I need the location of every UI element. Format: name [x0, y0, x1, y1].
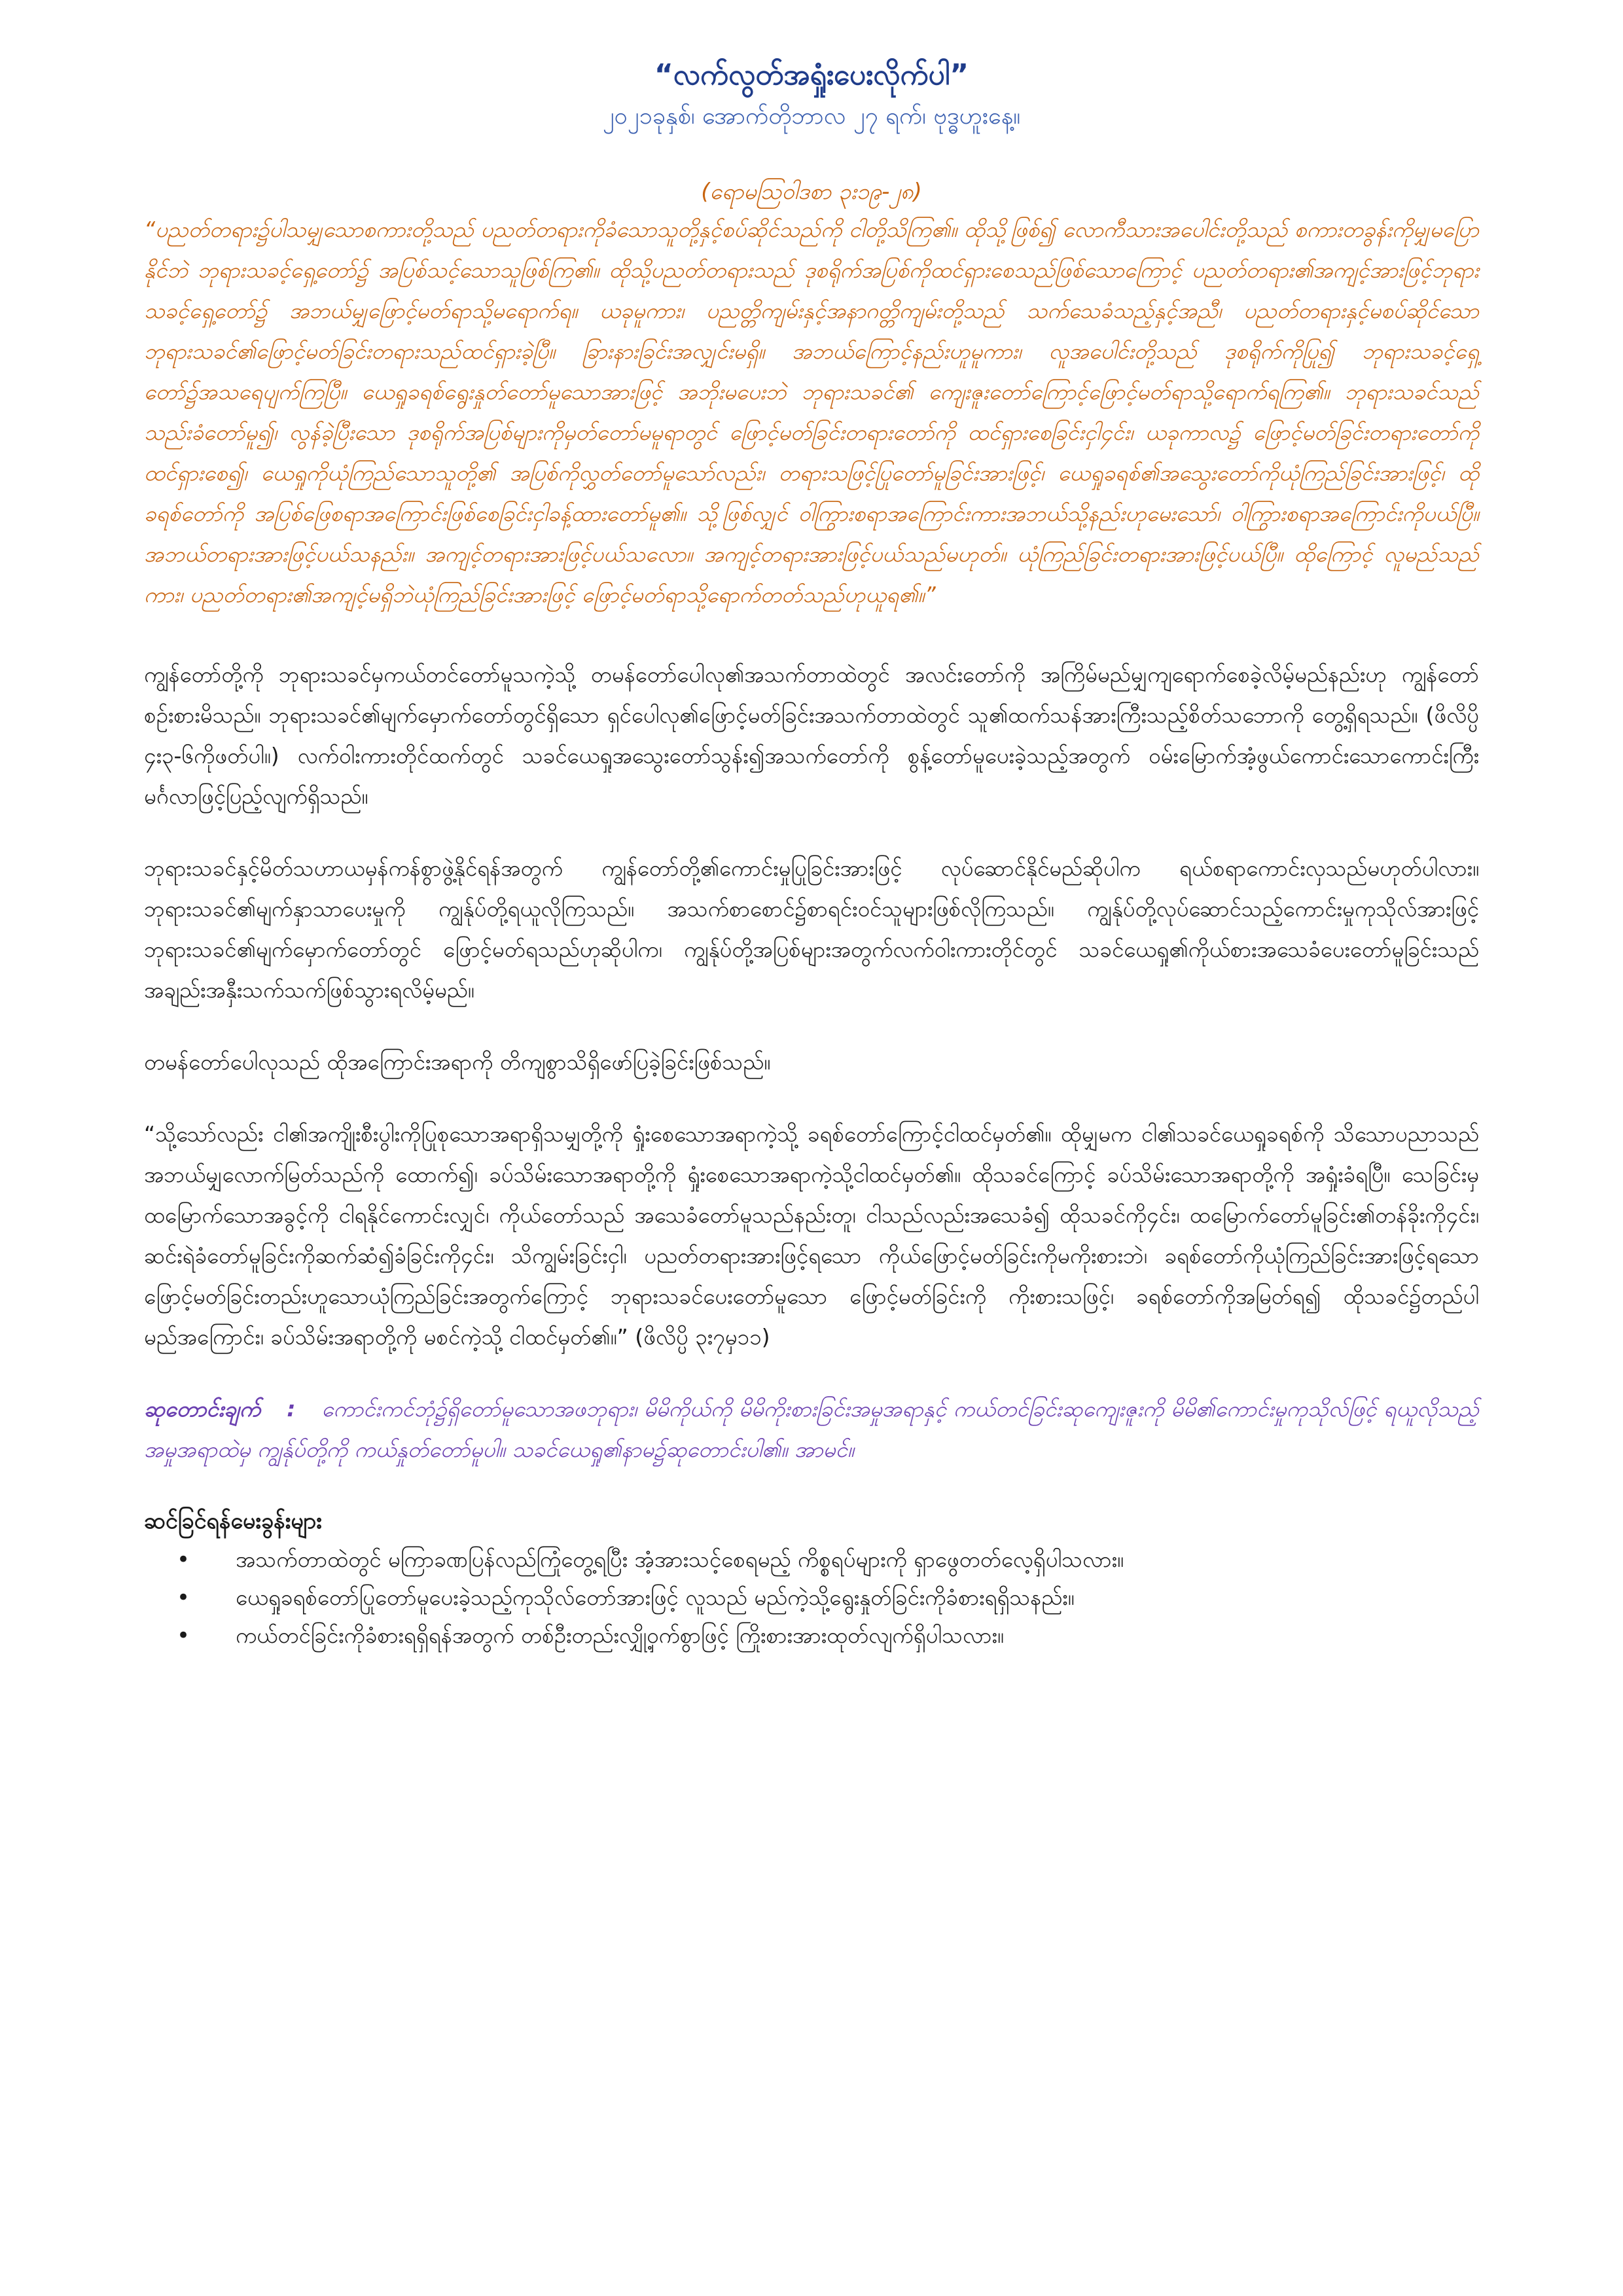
prayer-separator: :: [287, 1396, 296, 1422]
scripture-text: “ပညတ်တရား၌ပါသမျှသောစကားတို့သည် ပညတ်တရားကိုခံသောသူတို့နှင့်စပ်ဆိုင်သည်ကို ငါတို့သိကြ၏။ ထိုသို့ဖြစ်၍ လောကီသားအပေါင်းတို့သည် စကားတခွန်းကိုမျှမပြောနိုင်ဘဲ ဘုရားသခင့်ရှေ့တော်၌ အပြစ်သင့်သောသူဖြစ်ကြ၏။ ထိုသို့ပညတ်တရားသည် ဒုစရိုက်အပြစ်ကိုထင်ရှားစေသည်ဖြစ်သောကြောင့် ပညတ်တရား၏အကျင့်အားဖြင့်ဘုရားသခင့်ရှေ့တော်၌ အဘယ်မျှဖြောင့်မတ်ရာသို့မရောက်ရ။ ယခုမူကား၊ ပညတ္တိကျမ်းနှင့်အနာဂတ္တိကျမ်းတို့သည် သက်သေခံသည့်နှင့်အညီ၊ ပညတ်တရားနှင့်မစပ်ဆိုင်သော ဘုရားသခင်၏ဖြောင့်မတ်ခြင်းတရားသည်ထင်ရှားခဲ့ပြီ။ ခြားနားခြင်းအလျှင်းမရှိ။ အဘယ်ကြောင့်နည်းဟူမူကား၊ လူအပေါင်းတို့သည် ဒုစရိုက်ကိုပြု၍ ဘုရားသခင့်ရှေ့တော်၌အသရေပျက်ကြပြီ။ ယေရှုခရစ်ရွေးနှုတ်တော်မူသောအားဖြင့် အဘိုးမပေးဘဲ ဘုရားသခင်၏ ကျေးဇူးတော်ကြောင့်ဖြောင့်မတ်ရာသို့ရောက်ရကြ၏။ ဘုရားသခင်သည်သည်းခံတော်မူ၍၊ လွန်ခဲ့ပြီးသော ဒုစရိုက်အပြစ်များကိုမှတ်တော်မမူရာတွင် ဖြောင့်မတ်ခြင်းတရားတော်ကို ထင်ရှားစေခြင်းငှါ၄င်း၊ ယခုကာလ၌ ဖြောင့်မတ်ခြင်းတရားတော်ကို ထင်ရှားစေ၍၊ ယေရှုကိုယုံကြည်သောသူတို့၏ အပြစ်ကိုလွှတ်တော်မူသော်လည်း၊ တရားသဖြင့်ပြုတော်မူခြင်းအားဖြင့်၊ ယေရှုခရစ်၏အသွေးတော်ကိုယုံကြည်ခြင်းအားဖြင့်၊ ထိုခရစ်တော်ကို အပြစ်ဖြေစရာအကြောင်းဖြစ်စေခြင်းငှါခန့်ထားတော်မူ၏။ သို့ဖြစ်လျှင် ဝါကြွားစရာအကြောင်းကားအဘယ်သို့နည်းဟုမေးသော်၊ ဝါကြွားစရာအကြောင်းကိုပယ်ပြီ။ အဘယ်တရားအားဖြင့်ပယ်သနည်း။ အကျင့်တရားအားဖြင့်ပယ်သလော။ အကျင့်တရားအားဖြင့်ပယ်သည်မဟုတ်။ ယုံကြည်ခြင်းတရားအားဖြင့်ပယ်ပြီ။ ထိုကြောင့် လူမည်သည်ကား၊ ပညတ်တရား၏အကျင့်မရှိဘဲယုံကြည်ခြင်းအားဖြင့် ဖြောင့်မတ်ရာသို့ရောက်တတ်သည်ဟုယူရ၏။”: [144, 217, 1479, 607]
date-line: ၂၀၂၁ခုနှစ်၊ အောက်တိုဘာလ ၂၇ ရက်၊ ဗုဒ္ဓဟူးနေ့။: [602, 103, 1021, 130]
bullet-icon: •: [177, 1547, 190, 1573]
prayer-label: ဆုတောင်းချက်: [144, 1396, 261, 1422]
list-item: [177, 1579, 1479, 1617]
questions-list: [144, 1541, 1479, 1655]
list-item: [177, 1617, 1479, 1655]
scripture-reference: (ရောမဩဝါဒစာ ၃း၁၉-၂၈): [701, 179, 922, 205]
body-paragraph-4: “သို့သော်လည်း ငါ၏အကျိုးစီးပွါးကိုပြုစုသောအရာရှိသမျှတို့ကို ရှုံးစေသောအရာကဲ့သို့ ခရစ်တော်ကြောင့်ငါထင်မှတ်၏။ ထိုမျှမက ငါ၏သခင်ယေရှုခရစ်ကို သိသောပညာသည်အဘယ်မျှလောက်မြတ်သည်ကို ထောက်၍၊ ခပ်သိမ်းသောအရာတို့ကို ရှုံးစေသောအရာကဲ့သို့ငါထင်မှတ်၏။ ထိုသခင်ကြောင့် ခပ်သိမ်းသောအရာတို့ကို အရှုံးခံရပြီ။ သေခြင်းမှထမြောက်သောအခွင့်ကို ငါရနိုင်ကောင်းလျှင်၊ ကိုယ်တော်သည် အသေခံတော်မူသည်နည်းတူ၊ ငါသည်လည်းအသေခံ၍ ထိုသခင်ကို၄င်း၊ ထမြောက်တော်မူခြင်း၏တန်ခိုးကို၄င်း၊ ဆင်းရဲခံတော်မူခြင်းကိုဆက်ဆံ၍ခံခြင်းကို၄င်း၊ သိကျွမ်းခြင်းငှါ၊ ပညတ်တရားအားဖြင့်ရသော ကိုယ်ဖြောင့်မတ်ခြင်းကိုမကိုးစားဘဲ၊ ခရစ်တော်ကိုယုံကြည်ခြင်းအားဖြင့်ရသော ဖြောင့်မတ်ခြင်းတည်းဟူသောယုံကြည်ခြင်းအတွက်ကြောင့် ဘုရားသခင်ပေးတော်မူသော ဖြောင့်မတ်ခြင်းကို ကိုးစားသဖြင့်၊ ခရစ်တော်ကိုအမြတ်ရ၍ ထိုသခင်၌တည်ပါမည်အကြောင်း၊ ခပ်သိမ်းအရာတို့ကို မစင်ကဲ့သို့ ငါထင်မှတ်၏။” (ဖိလိပ္ပိ ၃း၇မှ၁၁): [144, 1121, 1479, 1350]
body-paragraph-1: ကျွန်တော်တို့ကို ဘုရားသခင်မှကယ်တင်တော်မူသကဲ့သို့ တမန်တော်ပေါလု၏အသက်တာထဲတွင် အလင်းတော်ကို အကြိမ်မည်မျှကျရောက်စေခဲ့လိမ့်မည်နည်းဟု ကျွန်တော်စဉ်းစားမိသည်။ ဘုရားသခင်၏မျက်မှောက်တော်တွင်ရှိသော ရှင်ပေါလု၏ဖြောင့်မတ်ခြင်းအသက်တာထဲတွင် သူ၏ထက်သန်အားကြီးသည့်စိတ်သဘောကို တွေ့ရှိရသည်။ (ဖိလိပ္ပိ ၄း၃-၆ကိုဖတ်ပါ။) လက်ဝါးကားတိုင်ထက်တွင် သခင်ယေရှုအသွေးတော်သွန်း၍အသက်တော်ကို စွန့်တော်မူပေးခဲ့သည့်အတွက် ဝမ်းမြောက်အံ့ဖွယ်ကောင်းသောကောင်းကြီးမင်္ဂလာဖြင့်ပြည့်လျက်ရှိသည်။: [144, 662, 1479, 809]
body-paragraph-3: တမန်တော်ပေါလုသည် ထိုအကြောင်းအရာကို တိကျစွာသိရှိဖော်ပြခဲ့ခြင်းဖြစ်သည်။: [144, 1049, 771, 1075]
page-title: “လက်လွတ်အရှုံးပေးလိုက်ပါ”: [654, 58, 969, 92]
bullet-icon: •: [177, 1623, 190, 1649]
prayer-section: [144, 1389, 1479, 1470]
body-paragraph-2: ဘုရားသခင်နှင့်မိတ်သဟာယမှန်ကန်စွာဖွဲ့နိုင်ရန်အတွက် ကျွန်တော်တို့၏ကောင်းမှုပြုခြင်းအားဖြင့် လုပ်ဆောင်နိုင်မည်ဆိုပါက ရယ်စရာကောင်းလှသည်မဟုတ်ပါလား။ ဘုရားသခင်၏မျက်နှာသာပေးမှုကို ကျွန်ုပ်တို့ရယူလိုကြသည်။ အသက်စာစောင်၌စာရင်းဝင်သူများဖြစ်လိုကြသည်။ ကျွန်ုပ်တို့လုပ်ဆောင်သည့်ကောင်းမှုကုသိုလ်အားဖြင့်ဘုရားသခင်၏မျက်မှောက်တော်တွင် ဖြောင့်မတ်ရသည်ဟုဆိုပါက၊ ကျွန်ုပ်တို့အပြစ်များအတွက်လက်ဝါးကားတိုင်တွင် သခင်ယေရှု၏ကိုယ်စားအသေခံပေးတော်မူခြင်းသည် အချည်းအနှီးသက်သက်ဖြစ်သွားရလိမ့်မည်။: [144, 855, 1479, 1003]
questions-heading: ဆင်ခြင်ရန်မေးခွန်းများ: [144, 1508, 322, 1534]
devotional-page: [144, 52, 1479, 1655]
question-text: ကယ်တင်ခြင်းကိုခံစားရရှိရန်အတွက် တစ်ဦးတည်းလျှို့ဝှက်စွာဖြင့် ကြိုးစားအားထုတ်လျက်ရှိပါသလား။: [236, 1623, 1004, 1648]
bullet-icon: •: [177, 1585, 190, 1611]
question-text: ယေရှုခရစ်တော်ပြုတော်မူပေးခဲ့သည့်ကုသိုလ်တော်အားဖြင့် လူသည် မည်ကဲ့သို့ရွေးနှုတ်ခြင်းကိုခံစားရရှိသနည်း။: [236, 1585, 1075, 1610]
prayer-text: ကောင်းကင်ဘုံ၌ရှိတော်မူသောအဖဘုရား၊ မိမိကိုယ်ကို မိမိကိုးစားခြင်းအမှုအရာနှင့် ကယ်တင်ခြင်းဆုကျေးဇူးကို မိမိ၏ကောင်းမှုကုသိုလ်ဖြင့် ရယူလိုသည့်အမှုအရာထဲမှ ကျွန်ုပ်တို့ကို ကယ်နှုတ်တော်မူပါ။ သခင်ယေရှု၏နာမ၌ဆုတောင်းပါ၏။ အာမင်။: [144, 1396, 1479, 1462]
question-text: အသက်တာထဲတွင် မကြာခဏပြန်လည်ကြုံတွေ့ရပြီး အံ့အားသင့်စေရမည့် ကိစ္စရပ်များကို ရှာဖွေတတ်လေ့ရှိပါသလား။: [236, 1547, 1124, 1572]
list-item: [177, 1541, 1479, 1579]
